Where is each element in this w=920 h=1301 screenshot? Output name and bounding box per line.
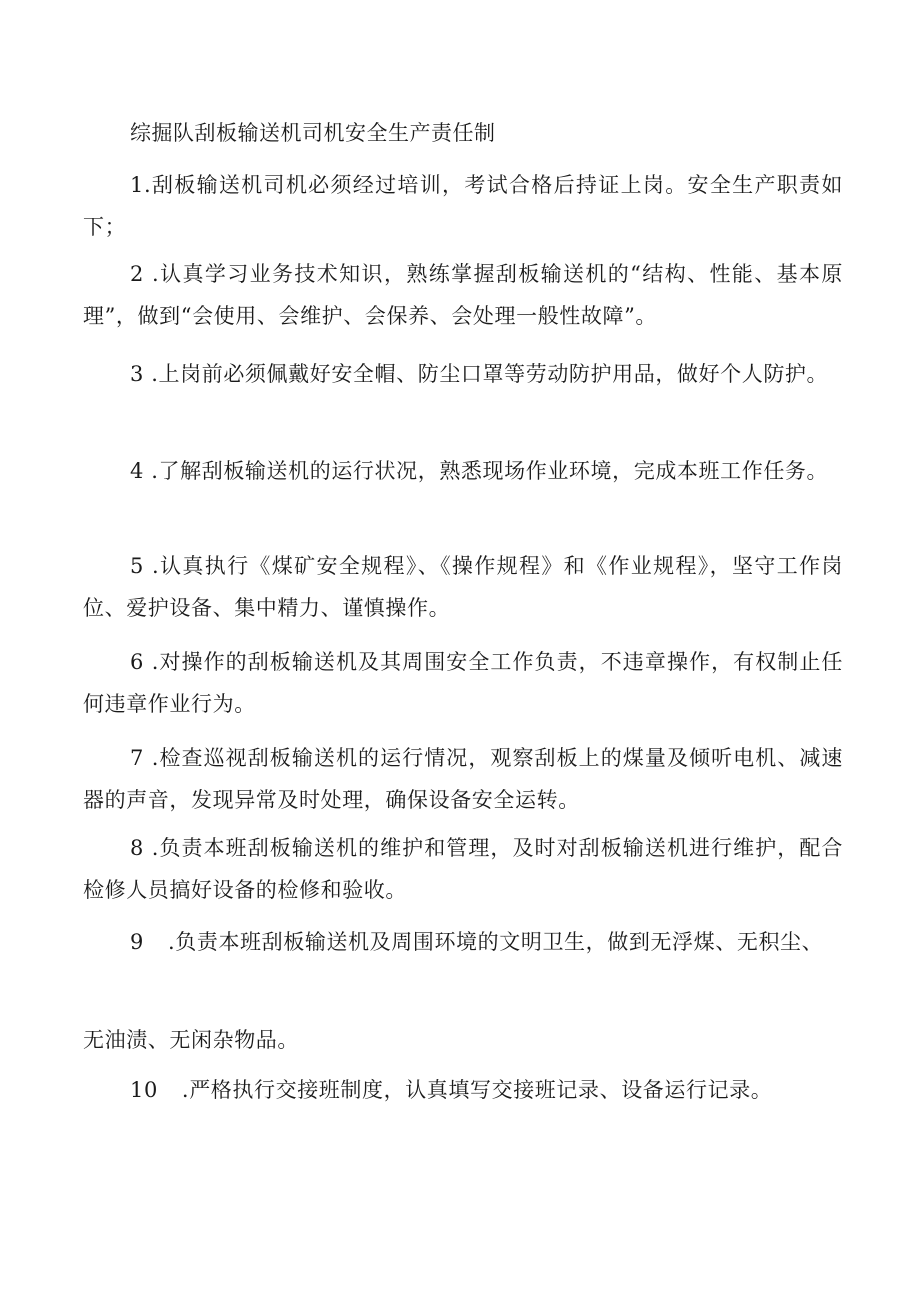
list-item-6 (83, 641, 843, 725)
item-number: 9 (130, 930, 144, 954)
item-number: 6 (130, 650, 144, 674)
list-item-4 (83, 450, 843, 492)
list-item-3 (83, 353, 843, 395)
list-item-10 (83, 1069, 843, 1111)
item-text: .认真学习业务技术知识，熟练掌握刮板输送机的“结构、性能、基本原理”，做到“会使用、会维护、会保养、会处理一般性故障”。 (83, 262, 843, 328)
item-number: 3 (130, 362, 144, 386)
list-item-8 (83, 827, 843, 911)
item-text: .负责本班刮板输送机及周围环境的文明卫生，做到无浮煤、无积尘、 (167, 930, 824, 954)
list-item-2 (83, 253, 843, 337)
list-item-9 (83, 921, 843, 963)
list-item-5 (83, 545, 843, 629)
list-item-1 (83, 164, 843, 248)
item-number: 7 (130, 746, 144, 770)
item-text: .负责本班刮板输送机的维护和管理，及时对刮板输送机进行维护，配合检修人员搞好设备的检修和验收。 (83, 836, 843, 902)
document-title: 综掘队刮板输送机司机安全生产责任制 (130, 121, 496, 145)
item-number: 8 (130, 836, 144, 860)
item-number: 1 (130, 173, 144, 197)
item-text: .检查巡视刮板输送机的运行情况，观察刮板上的煤量及倾听电机、减速器的声音，发现异常及时处理，确保设备安全运转。 (83, 746, 843, 812)
item-text: .严格执行交接班制度，认真填写交接班记录、设备运行记录。 (181, 1078, 773, 1102)
item-text: .对操作的刮板输送机及其周围安全工作负责，不违章操作，有权制止任何违章作业行为。 (83, 650, 843, 716)
item-number: 5 (130, 554, 144, 578)
item-text: .上岗前必须佩戴好安全帽、防尘口罩等劳动防护用品，做好个人防护。 (143, 362, 829, 386)
item-number: 2 (130, 262, 144, 286)
list-item-7 (83, 737, 843, 821)
item-number: 10 (130, 1078, 158, 1102)
item-number: 4 (130, 459, 144, 483)
item-text: .刮板输送机司机必须经过培训，考试合格后持证上岗。安全生产职责如下； (83, 173, 843, 239)
item-text: .了解刮板输送机的运行状况，熟悉现场作业环境，完成本班工作任务。 (143, 459, 829, 483)
continuation-line: 无油渍、无闲杂物品。 (83, 1028, 299, 1052)
item-text: .认真执行《煤矿安全规程》、《操作规程》和《作业规程》，坚守工作岗位、爱护设备、集中精力、谨慎操作。 (83, 554, 843, 620)
